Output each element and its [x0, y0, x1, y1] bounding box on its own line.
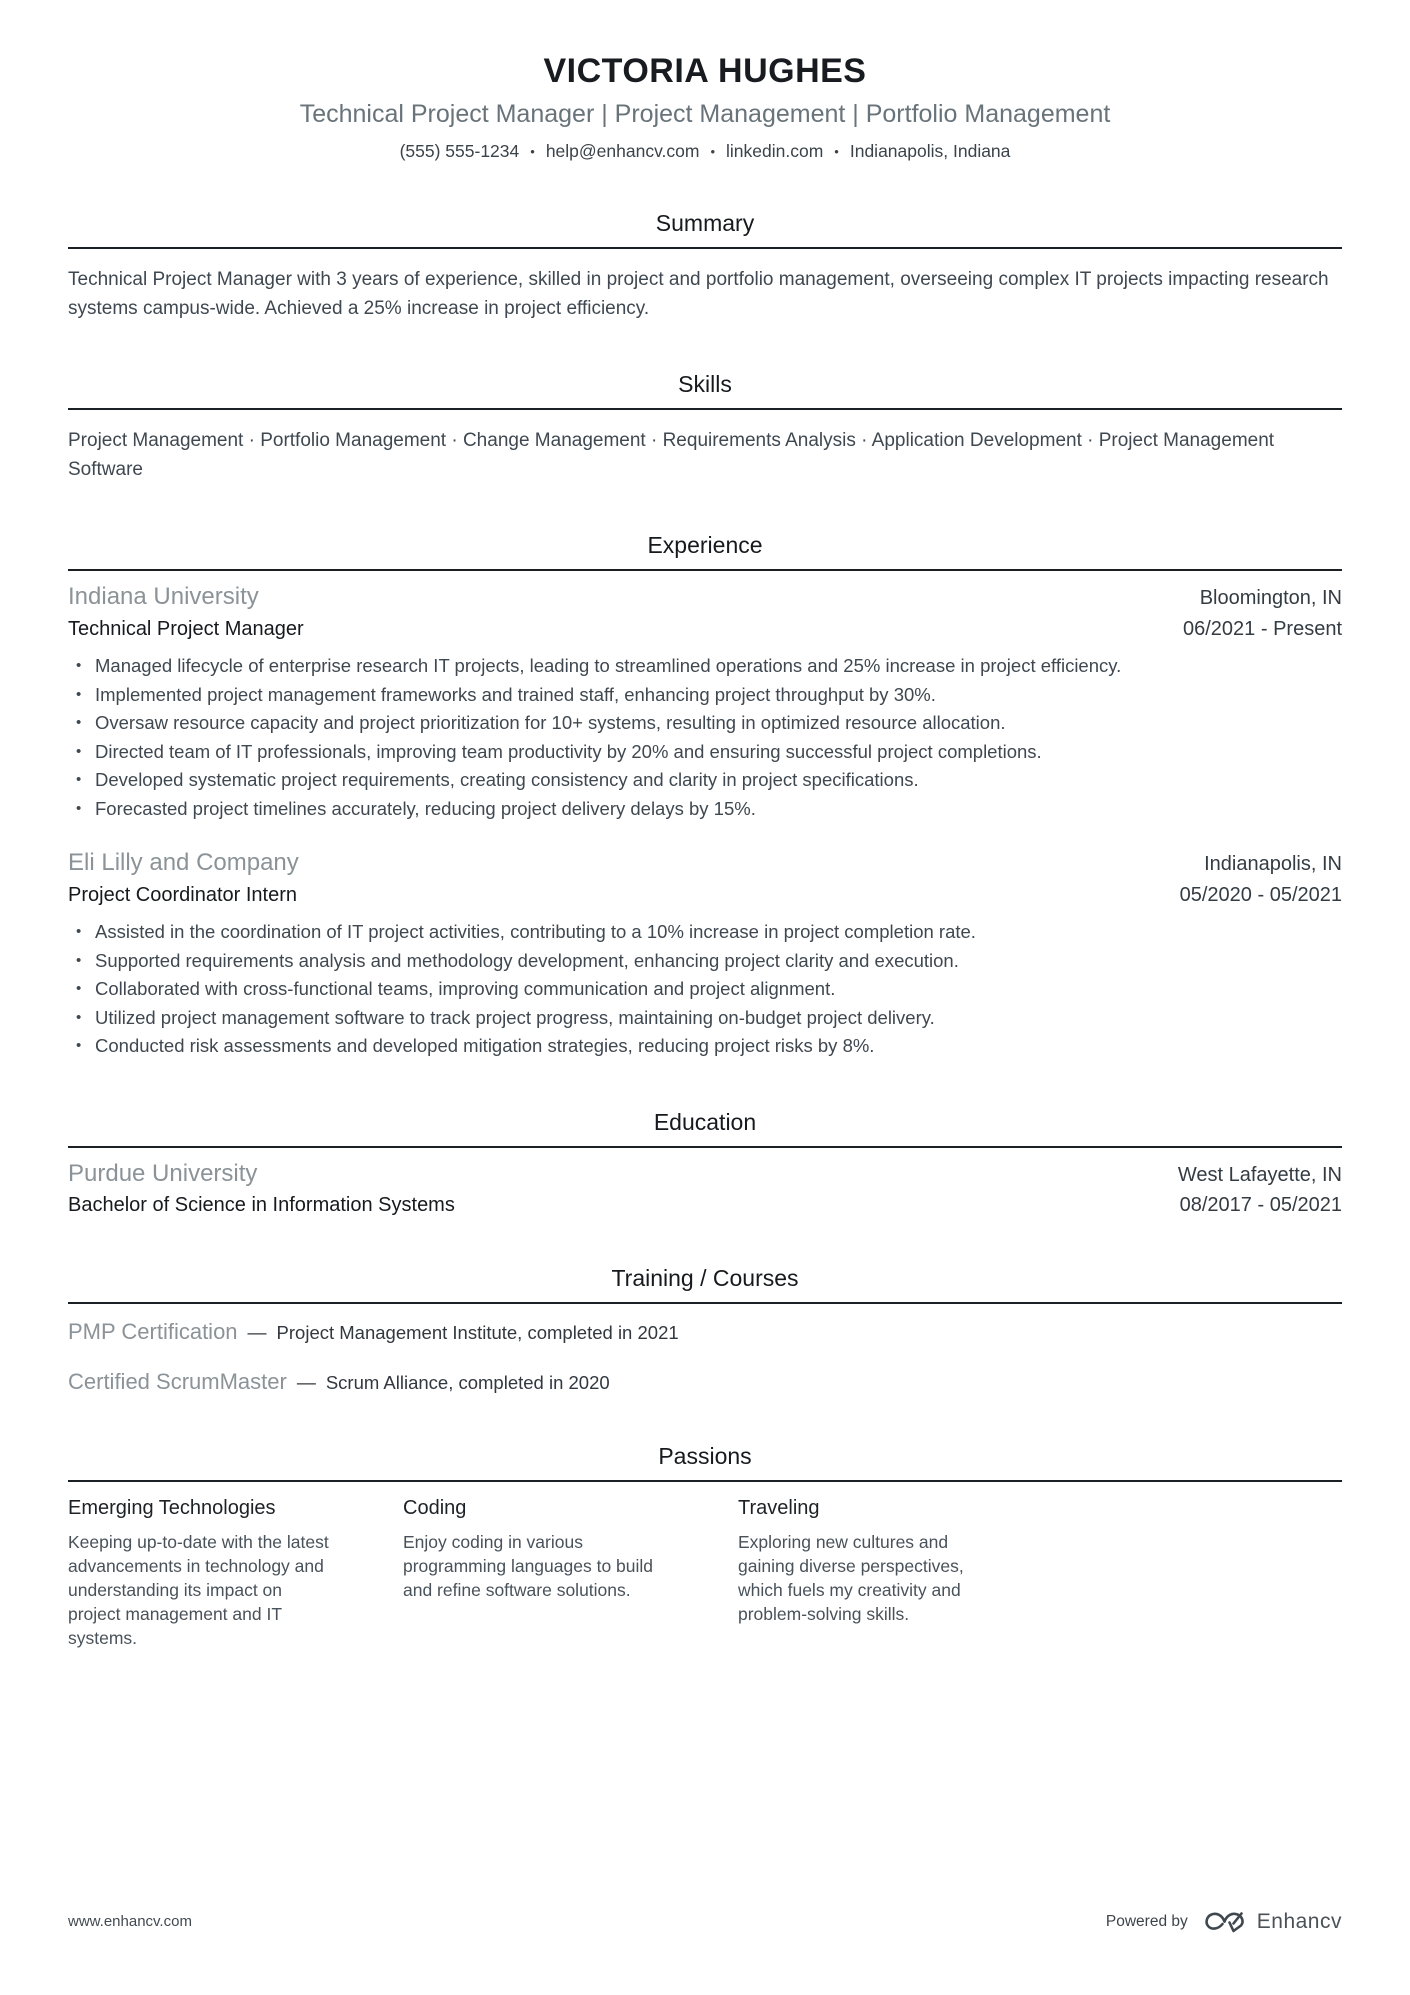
enhancv-wordmark: Enhancv	[1256, 1909, 1342, 1933]
passion-item	[738, 1497, 1008, 1650]
contact-separator-dot: •	[530, 144, 535, 159]
job-bullet: • Assisted in the coordination of IT project activities, contributing to a 10% increase in project completion rate.	[68, 918, 1342, 947]
job-bullet-list	[68, 918, 1342, 1061]
experience-heading: Experience	[647, 532, 763, 558]
enhancv-brand[interactable]	[1202, 1908, 1342, 1935]
course-entry	[68, 1369, 1342, 1395]
contact-item: (555) 555-1234	[399, 141, 520, 161]
job-title: Technical Project Manager	[68, 618, 304, 640]
experience-entry	[68, 849, 1342, 1061]
job-bullet: • Utilized project management software to track project progress, maintaining on-budget project delivery.	[68, 1004, 1342, 1033]
section-experience	[68, 532, 1342, 1061]
powered-by-label: Powered by	[1105, 1912, 1188, 1930]
section-passions	[68, 1443, 1342, 1650]
job-bullet: • Managed lifecycle of enterprise research IT projects, leading to streamlined operations and 25% increase in project efficiency.	[68, 652, 1342, 681]
section-divider	[68, 1480, 1342, 1482]
degree-title: Bachelor of Science in Information Systems	[68, 1193, 455, 1216]
section-education	[68, 1109, 1342, 1217]
job-location: Bloomington, IN	[1199, 587, 1342, 609]
powered-by-block	[1106, 1908, 1342, 1935]
job-bullet-list	[68, 652, 1342, 823]
contact-row	[68, 141, 1342, 162]
section-skills	[68, 371, 1342, 484]
job-bullet: • Supported requirements analysis and methodology development, enhancing project clarity and execution.	[68, 947, 1342, 976]
job-bullet: • Collaborated with cross-functional teams, improving communication and project alignment.	[68, 975, 1342, 1004]
job-bullet: • Directed team of IT professionals, improving team productivity by 20% and ensuring successful project completions.	[68, 738, 1342, 767]
education-dates: 08/2017 - 05/2021	[1179, 1193, 1342, 1216]
passion-title: Traveling	[738, 1496, 820, 1519]
job-location: Indianapolis, IN	[1204, 853, 1342, 875]
summary-text: Technical Project Manager with 3 years of experience, skilled in project and portfolio management, overseeing complex IT projects impacting research systems campus-wide. Achieved a 25% increase in project efficiency.	[68, 269, 1329, 319]
enhancv-logo-icon	[1202, 1908, 1248, 1935]
course-detail: Scrum Alliance, completed in 2020	[325, 1371, 610, 1393]
contact-item: Indianapolis, Indiana	[849, 141, 1011, 161]
course-detail: Project Management Institute, completed in 2021	[276, 1321, 679, 1343]
job-dates: 06/2021 - Present	[1183, 618, 1342, 640]
course-entry	[68, 1319, 1342, 1345]
passion-text: Keeping up-to-date with the latest advancements in technology and understanding its impact on project management and IT systems.	[68, 1531, 329, 1648]
contact-separator-dot: •	[710, 144, 716, 159]
contact-item[interactable]: help@enhancv.com	[545, 141, 700, 161]
section-divider	[68, 1302, 1342, 1304]
experience-entry	[68, 583, 1342, 823]
skills-heading: Skills	[678, 371, 732, 397]
passion-title: Coding	[403, 1496, 467, 1519]
section-divider	[68, 569, 1342, 571]
school-name: Purdue University	[68, 1159, 258, 1187]
contact-item[interactable]: linkedin.com	[726, 141, 824, 161]
summary-heading: Summary	[655, 210, 755, 236]
contact-separator-dot: •	[834, 144, 839, 159]
course-dash: —	[296, 1372, 316, 1394]
skills-list: Project Management · Portfolio Management · Change Management · Requirements Analysis · Application Development · Project Management Software	[68, 430, 1275, 480]
job-bullet: • Oversaw resource capacity and project prioritization for 10+ systems, resulting in optimized resource allocation.	[68, 709, 1342, 738]
section-divider	[68, 408, 1342, 410]
website-link[interactable]: www.enhancv.com	[68, 1913, 192, 1930]
company-name: Indiana University	[68, 583, 259, 610]
school-location: West Lafayette, IN	[1177, 1163, 1342, 1186]
passion-item	[68, 1497, 338, 1650]
job-bullet: • Implemented project management frameworks and trained staff, enhancing project throughput by 30%.	[68, 681, 1342, 710]
job-dates: 05/2020 - 05/2021	[1179, 884, 1342, 906]
company-name: Eli Lilly and Company	[68, 849, 299, 876]
job-bullet: • Forecasted project timelines accurately, reducing project delivery delays by 15%.	[68, 795, 1342, 824]
passion-text: Enjoy coding in various programming languages to build and refine software solutions.	[403, 1531, 654, 1600]
section-training	[68, 1265, 1342, 1395]
resume-header	[68, 52, 1342, 162]
job-title: Project Coordinator Intern	[68, 884, 298, 906]
passion-item	[403, 1497, 673, 1650]
section-divider	[68, 1146, 1342, 1148]
job-bullet: • Developed systematic project requirements, creating consistency and clarity in project specifications.	[68, 766, 1342, 795]
passion-title: Emerging Technologies	[68, 1496, 276, 1519]
section-summary	[68, 210, 1342, 323]
passion-text: Exploring new cultures and gaining diverse perspectives, which fuels my creativity and problem-solving skills.	[738, 1531, 964, 1624]
person-name: VICTORIA HUGHES	[543, 52, 867, 90]
course-dash: —	[247, 1322, 267, 1344]
job-bullet: • Conducted risk assessments and developed mitigation strategies, reducing project risks by 8%.	[68, 1032, 1342, 1061]
page-footer	[68, 1908, 1342, 1935]
training-heading: Training / Courses	[611, 1264, 799, 1291]
course-title: PMP Certification	[68, 1318, 238, 1344]
section-divider	[68, 247, 1342, 249]
course-title: Certified ScrumMaster	[68, 1368, 287, 1394]
passions-heading: Passions	[658, 1442, 752, 1469]
headline: Technical Project Manager | Project Management | Portfolio Management	[299, 100, 1111, 128]
education-heading: Education	[653, 1108, 757, 1135]
